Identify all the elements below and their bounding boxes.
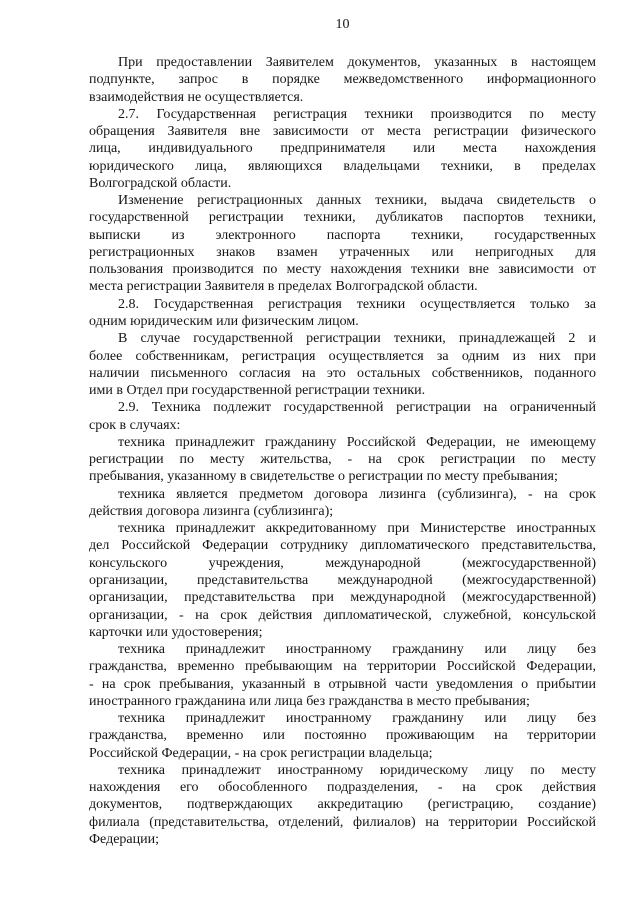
paragraph — [89, 54, 596, 106]
paragraph — [89, 434, 596, 486]
text-line: гражданства, временно пребывающим на территории Российской Федерации, — [89, 659, 596, 675]
text-line: Федерации; — [89, 831, 160, 847]
paragraph — [89, 486, 596, 521]
text-line: пребывания, указанному в свидетельстве о регистрации по месту пребывания; — [89, 469, 558, 485]
paragraph — [89, 762, 596, 848]
paragraph — [89, 520, 596, 641]
text-line: организации, - на срок действия дипломатической, служебной, консульской — [89, 607, 596, 623]
document-body — [89, 54, 596, 848]
text-line: выписки из электронного паспорта техники, государственных — [89, 227, 596, 243]
text-line: В случае государственной регистрации техники, принадлежащей 2 и — [118, 331, 596, 347]
text-line: лица, индивидуального предпринимателя или места нахождения — [89, 141, 596, 157]
text-line: срок в случаях: — [89, 417, 181, 433]
text-line: иностранного гражданина или лица без гражданства в место пребывания; — [89, 693, 530, 709]
text-line: Российской Федерации, - на срок регистрации владельца; — [89, 745, 433, 761]
paragraph — [89, 192, 596, 296]
text-line: действия договора лизинга (сублизинга); — [89, 503, 334, 519]
text-line: одним юридическим или физическим лицом. — [89, 313, 359, 329]
page-number: 10 — [335, 17, 350, 32]
text-line: техника принадлежит иностранному гражданину или лицу без — [118, 711, 596, 727]
text-line: нахождения его обособленного подразделения, - на срок действия — [89, 780, 596, 796]
text-line: ими в Отдел при государственной регистрации техники. — [89, 383, 426, 399]
paragraph — [89, 296, 596, 331]
text-line: - на срок пребывания, указанный в отрывной части уведомления о прибытии — [89, 676, 596, 692]
text-line: взаимодействия не осуществляется. — [89, 89, 304, 105]
text-line: Волгоградской области. — [89, 175, 232, 191]
text-line: документов, подтверждающих аккредитацию (регистрацию, создание) — [89, 797, 596, 813]
text-line: более собственникам, регистрация осуществляется за одним из них при — [89, 348, 596, 364]
text-line: обращения Заявителя вне зависимости от места регистрации физического — [89, 124, 596, 140]
text-line: пользования производится по месту нахождения техники вне зависимости от — [89, 262, 596, 278]
text-line: карточки или удостоверения; — [89, 624, 263, 640]
text-line: техника принадлежит иностранному юридическому лицу по месту — [118, 762, 596, 778]
text-line: подпункте, запрос в порядке межведомственного информационного — [89, 72, 596, 88]
text-line: организации, представительства при международной (межгосударственной) — [89, 590, 596, 606]
text-line: Изменение регистрационных данных техники, выдача свидетельств о — [118, 193, 596, 209]
text-line: техника является предметом договора лизинга (сублизинга), - на срок — [118, 486, 596, 502]
text-line: государственной регистрации техники, дубликатов паспортов техники, — [89, 210, 596, 226]
text-line: наличии письменного согласия на это остальных собственников, поданного — [89, 365, 596, 381]
text-line: техника принадлежит гражданину Российской Федерации, не имеющему — [118, 434, 596, 450]
text-line: 2.9. Техника подлежит государственной регистрации на ограниченный — [118, 400, 596, 416]
text-line: 2.7. Государственная регистрация техники производится по месту — [118, 106, 596, 122]
text-line: юридического лица, являющихся владельцами техники, в пределах — [89, 158, 596, 174]
text-line: организации, представительства международной (межгосударственной) — [89, 572, 596, 588]
text-line: При предоставлении Заявителем документов, указанных в настоящем — [118, 55, 596, 70]
text-line: места регистрации Заявителя в пределах Волгоградской области. — [89, 279, 478, 295]
text-line: дел Российской Федерации сотруднику дипломатического представительства, — [89, 538, 596, 554]
paragraph — [89, 330, 596, 399]
text-line: консульского учреждения, международной (межгосударственной) — [89, 555, 596, 571]
paragraph — [89, 641, 596, 710]
text-line: регистрации по месту жительства, - на срок регистрации по месту — [89, 452, 596, 468]
text-line: 2.8. Государственная регистрация техники осуществляется только за — [118, 296, 596, 312]
paragraph — [89, 710, 596, 762]
paragraph — [89, 106, 596, 192]
text-line: филиала (представительства, отделений, филиалов) на территории Российской — [89, 814, 596, 830]
paragraph — [89, 399, 596, 434]
text-line: гражданства, временно или постоянно проживающим на территории — [89, 728, 596, 744]
text-line: регистрационных знаков взамен утраченных или непригодных для — [89, 244, 596, 260]
text-line: техника принадлежит иностранному гражданину или лицу без — [118, 642, 596, 658]
text-line: техника принадлежит аккредитованному при Министерстве иностранных — [118, 521, 596, 537]
